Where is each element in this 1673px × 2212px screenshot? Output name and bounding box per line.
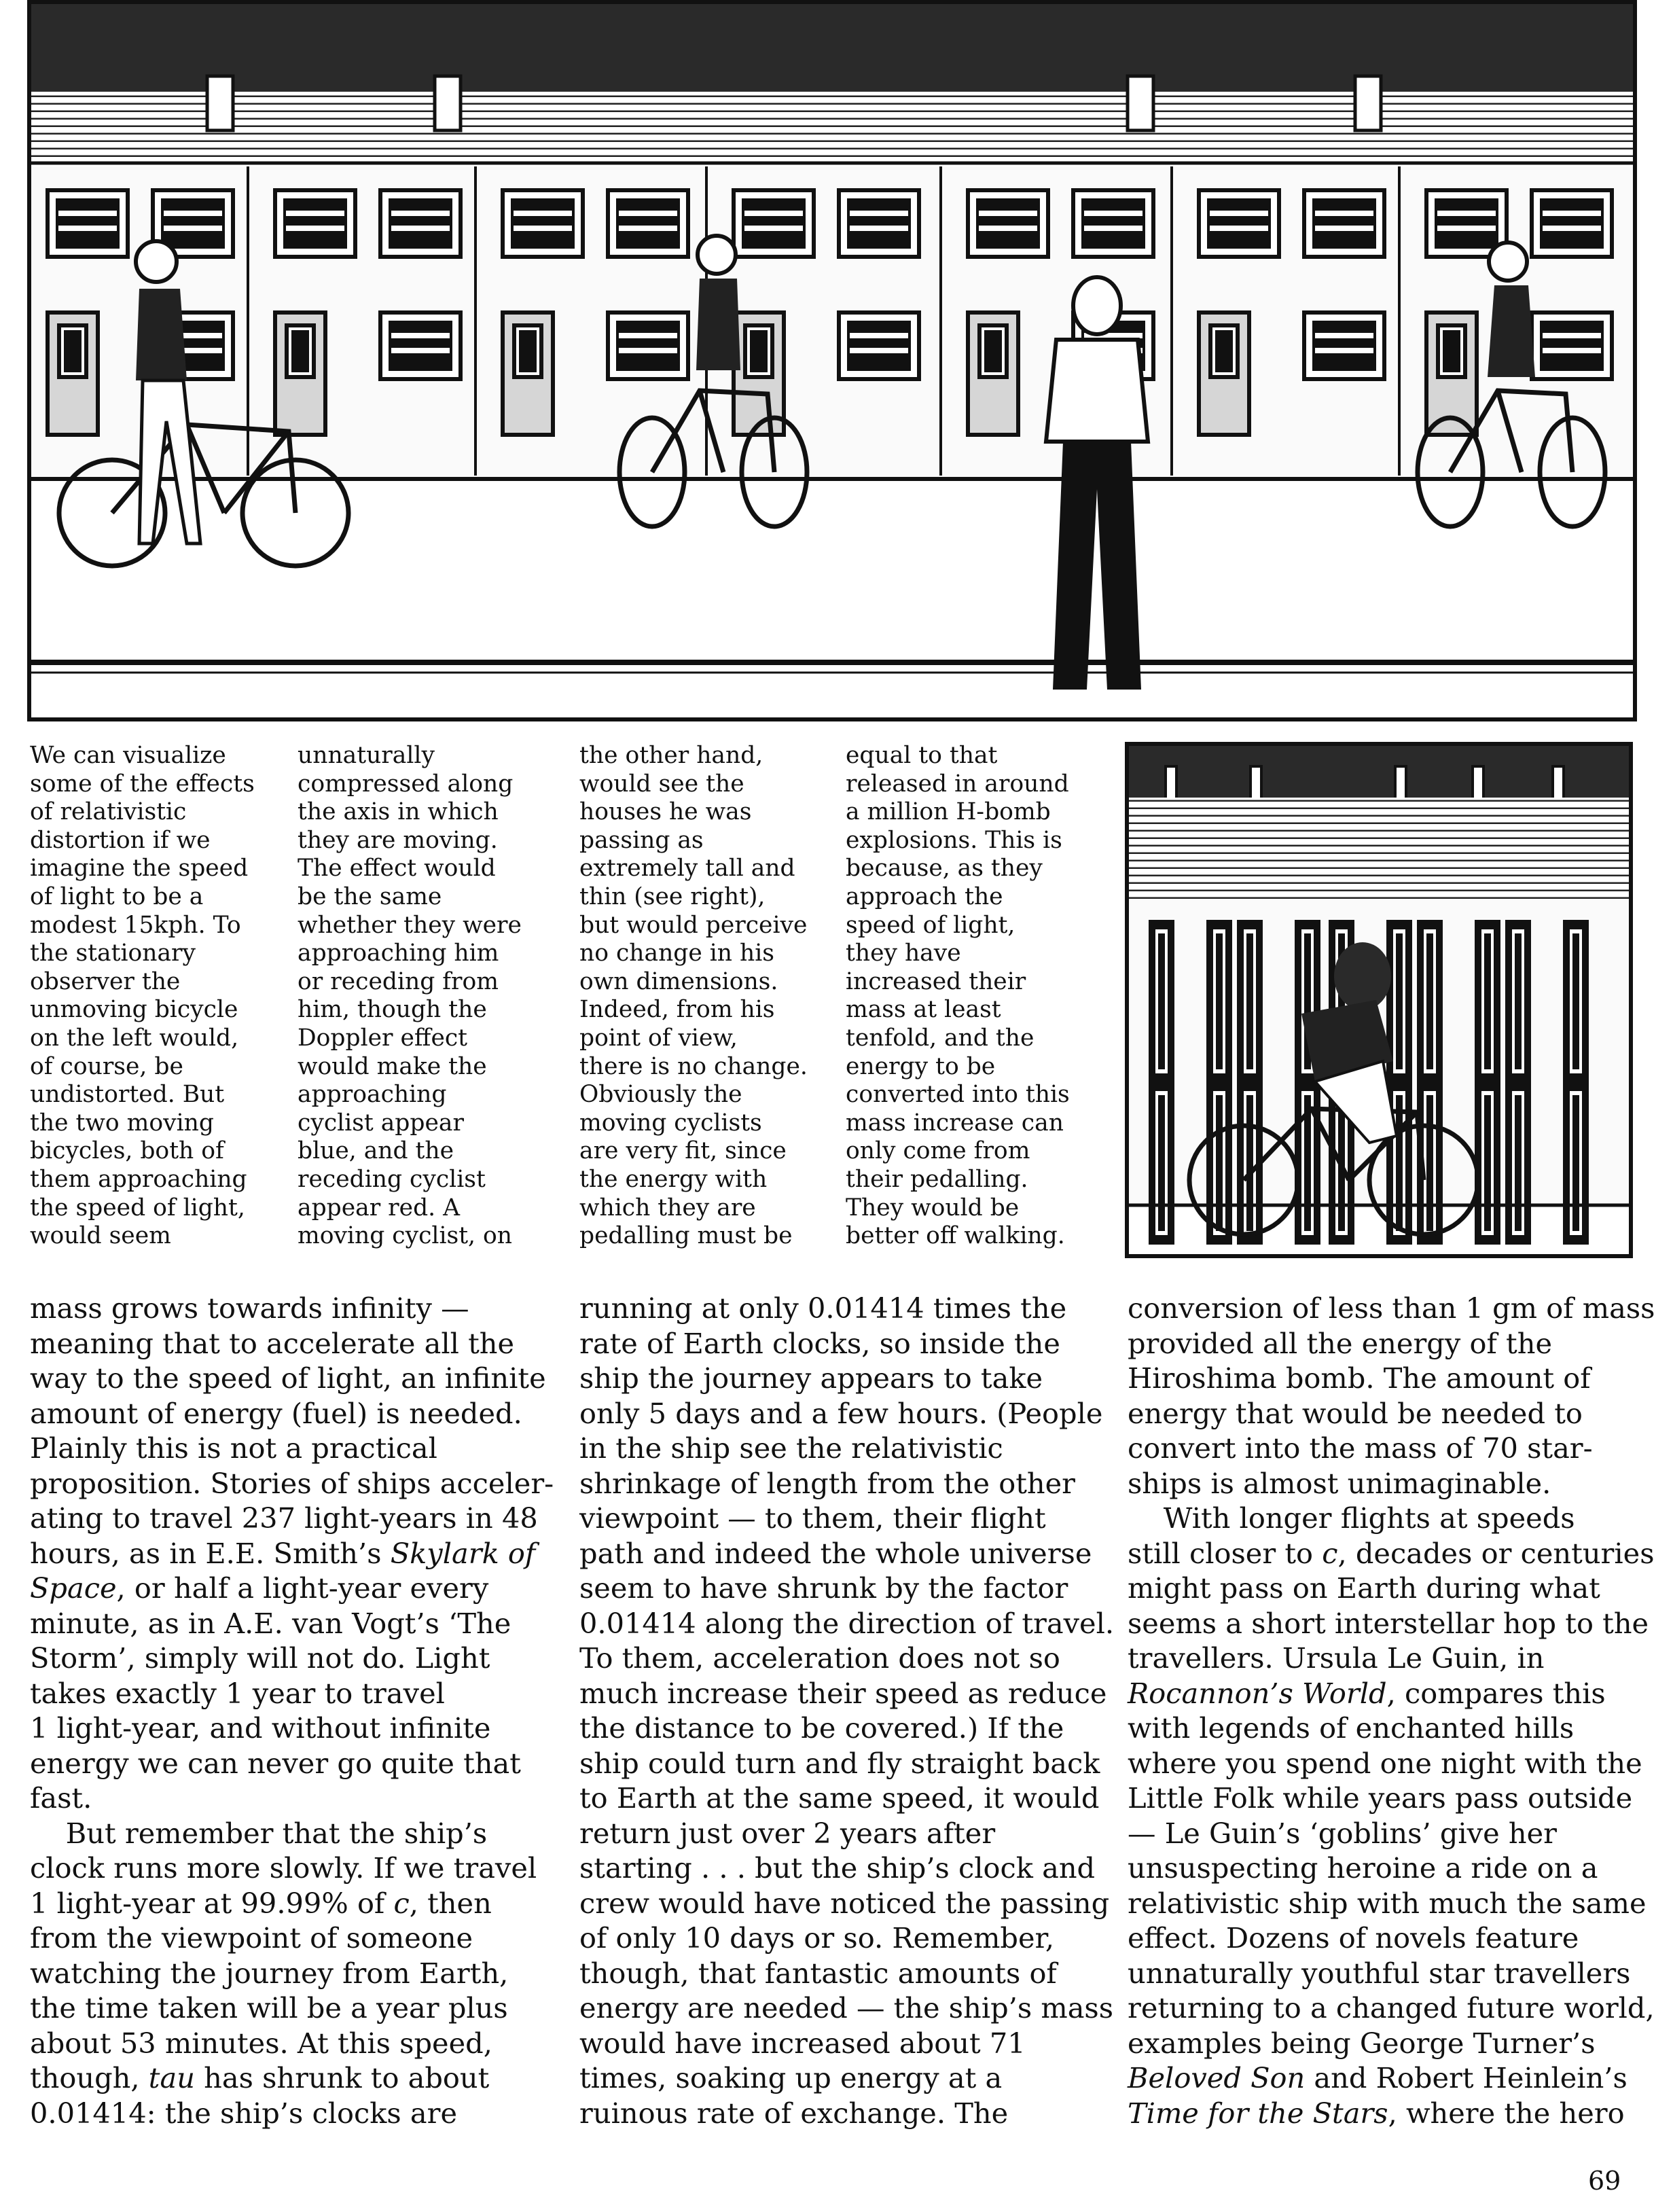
body-column-3-text-d: and Robert Heinlein’s [1314,2061,1627,2094]
caption-column-1: We can visualize some of the effects of relativistic distortion if we imagine the speed of light to be a modest 15kph. To the stationary observer the unmoving bicycle on the left would, of course, be undistorted. But the two moving bicycles, both of them approaching the speed of light, would seem [30,742,255,1250]
body-column-1 [30,1291,554,2130]
caption-column-3: the other hand, would see the houses he was passing as extremely tall and thin (see right), but would perceive no change in his own dimensions. Indeed, from his point of view, there is no change. Obviously the moving cyclists are very fit, since the energy with which they are pedalling must be [579,742,808,1250]
book-title-skylark-of-space: Skylark of Space [30,1536,536,1605]
body-column-3-text-c: , compares this with legends of enchanted hills where you spend one night with the Little Folk while years pass outside — Le Guin’s ‘goblins’ give her unsuspecting heroine a ride on a relativistic ship with much the same effect. Dozens of novels feature unnaturally youthful star travellers returning to a changed future world, examples being George Turner’s [1128,1676,1655,2060]
side-illustration [1125,742,1633,1258]
speed-of-light-symbol: c [393,1886,410,1920]
top-illustration [27,0,1637,721]
tau-symbol: tau [148,2061,195,2094]
body-column-1-text-d: has shrunk to about 0.01414: the ship’s clocks are [30,2061,490,2130]
body-column-3-text-a: conversion of less than 1 gm of mass provided all the energy of the Hiroshima bomb. The amount of energy that would be needed to convert into the mass of 70 star- ships is almost unimaginable. With longer flights at speeds still closer to [1128,1291,1655,1570]
caption-column-4: equal to that released in around a million H-bomb explosions. This is because, as they approach the speed of light, they have increased their mass at least tenfold, and the energy to be converted into this mass increase can only come from their pedalling. They would be better off walking. [846,742,1070,1250]
page-number: 69 [1588,2166,1621,2196]
body-column-3-text-e: , where the hero [1388,2096,1625,2130]
caption-column-2: unnaturally compressed along the axis in which they are moving. The effect would be the same whether they were approaching him or receding from him, though the Doppler effect would make the approaching cyclist appear blue, and the receding cyclist appear red. A moving cyclist, on [298,742,522,1250]
book-title-time-for-the-stars: Time for the Stars [1128,2096,1388,2130]
body-column-3-text-b: , decades or centuries might pass on Earth during what seems a short interstellar hop to the travellers. Ursula Le Guin, in [1128,1536,1655,1675]
body-column-3 [1128,1291,1655,2130]
book-title-beloved-son: Beloved Son [1128,2061,1306,2094]
body-column-1-text-c: , then from the viewpoint of someone watching the journey from Earth, the time taken will be a year plus about 53 minutes. At this speed, though, [30,1886,509,2094]
body-column-1-text-b: , or half a light-year every minute, as in A.E. van Vogt’s ‘The Storm’, simply will not do. Light takes exactly 1 year to travel 1 light-year, and without infinite energy we can never go quite that fast. But remember that the ship’s clock runs more slowly. If we travel 1 light-year at 99.99% of [30,1571,537,1920]
book-title-rocannons-world: Rocannon’s World [1128,1676,1387,1710]
body-column-2: running at only 0.01414 times the rate of Earth clocks, so inside the ship the journey appears to take only 5 days and a few hours. (People in the ship see the relativistic shrinkage of length from the other viewpoint — to them, their flight path and indeed the whole universe seem to have shrunk by the factor 0.01414 along the direction of travel. To them, acceleration does not so much increase their speed as reduce the distance to be covered.) If the ship could turn and fly straight back to Earth at the same speed, it would return just over 2 years after starting . . . but the ship’s clock and crew would have noticed the passing of only 10 days or so. Remember, though, that fantastic amounts of energy are needed — the ship’s mass would have increased about 71 times, soaking up energy at a ruinous rate of exchange. The [579,1291,1115,2130]
speed-of-light-symbol: c [1322,1536,1338,1570]
body-column-1-text-a: mass grows towards infinity — meaning that to accelerate all the way to the speed of light, an infinite amount of energy (fuel) is needed. Plainly this is not a practical proposition. Stories of ships acceler- ating to travel 237 light-years in 48 hours, as in E.E. Smith’s [30,1291,554,1570]
